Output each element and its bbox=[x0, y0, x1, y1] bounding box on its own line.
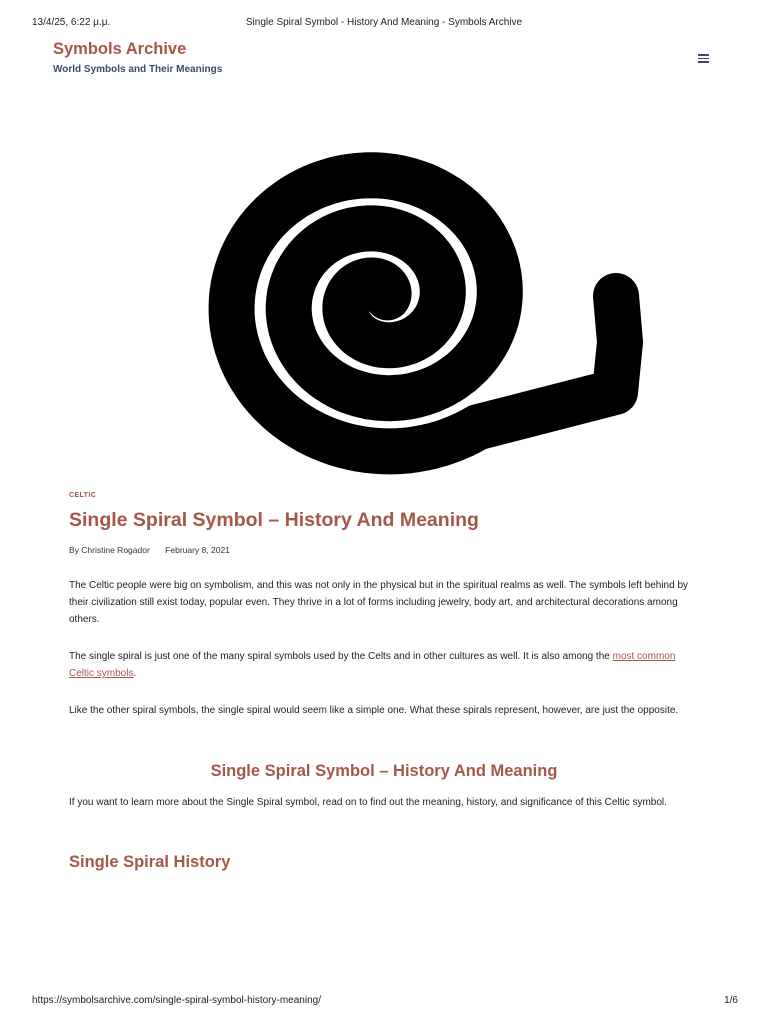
category-label[interactable]: CELTIC bbox=[69, 492, 97, 499]
single-spiral-icon bbox=[118, 102, 648, 476]
article-date: February 8, 2021 bbox=[165, 545, 230, 555]
paragraph-2-text-after: . bbox=[133, 668, 137, 679]
section-heading-history: Single Spiral History bbox=[69, 853, 231, 871]
most-common-celtic-symbols-link[interactable]: most common Celtic symbols bbox=[69, 651, 676, 679]
print-footer bbox=[0, 995, 768, 1009]
site-tagline: World Symbols and Their Meanings bbox=[53, 64, 223, 75]
article-paragraph-1: The Celtic people were big on symbolism, and this was not only in the physical but in the spiritual realms as well. The symbols left behind by their civilization still exist today, popular even. They thrive in a lot of forms including jewelry, body art, and architectural decorations among others. bbox=[69, 580, 689, 625]
site-title-link[interactable]: Symbols Archive bbox=[53, 40, 187, 58]
print-page-number: 1/6 bbox=[724, 995, 738, 1006]
article-title: Single Spiral Symbol – History And Meaning bbox=[69, 509, 479, 531]
print-header bbox=[0, 17, 768, 31]
paragraph-2-text-before: The single spiral is just one of the many spiral symbols used by the Celts and in other cultures as well. It is also among the bbox=[69, 651, 613, 662]
print-url: https://symbolsarchive.com/single-spiral-symbol-history-meaning/ bbox=[32, 995, 321, 1006]
article-meta bbox=[69, 545, 699, 555]
print-datetime: 13/4/25, 6:22 μ.μ. bbox=[32, 17, 111, 28]
section-heading-history-meaning: Single Spiral Symbol – History And Meaning bbox=[210, 762, 558, 780]
article-author[interactable]: By Christine Rogador bbox=[69, 545, 150, 555]
article-paragraph-2 bbox=[69, 648, 699, 682]
hero-image bbox=[118, 102, 648, 476]
hamburger-menu-icon[interactable] bbox=[698, 54, 709, 63]
site-header bbox=[53, 40, 715, 80]
article-paragraph-3: Like the other spiral symbols, the single spiral would seem like a simple one. What these spirals represent, however, are just the opposite. bbox=[69, 705, 679, 716]
article-paragraph-4: If you want to learn more about the Single Spiral symbol, read on to find out the meaning, history, and significance of this Celtic symbol. bbox=[69, 797, 667, 808]
print-page-title: Single Spiral Symbol - History And Meaning - Symbols Archive bbox=[245, 17, 523, 28]
